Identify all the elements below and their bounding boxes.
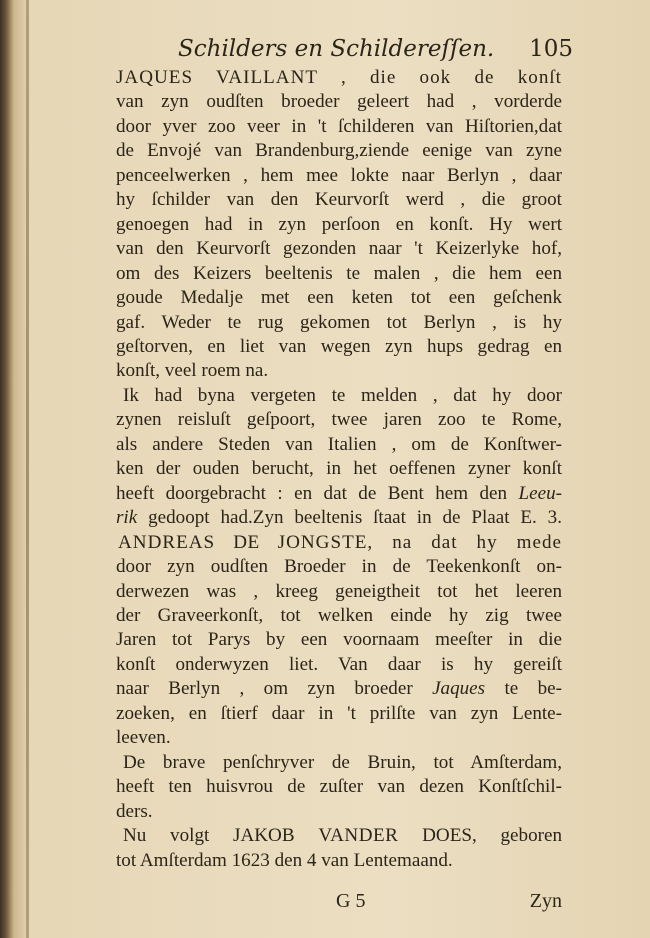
- text-line: goude Medalje met een keten tot een geſchenk: [116, 287, 562, 309]
- text-line: konſt onderwyzen liet. Van daar is hy gereiſt: [116, 653, 562, 675]
- text-line: leeven.: [116, 727, 171, 749]
- text-line: penceelwerken , hem mee lokte naar Berlyn , daar: [116, 164, 562, 186]
- text-line: Ik had byna vergeten te melden , dat hy door: [123, 384, 562, 406]
- text-line: van den Keurvorſt gezonden naar 't Keizerlyke hof,: [116, 238, 562, 260]
- text-line: De brave penſchryver de Bruin, tot Amſterdam,: [123, 751, 562, 773]
- running-head-title: Schilders en Schildereſſen.: [178, 36, 495, 62]
- catchword: Zyn: [529, 890, 562, 912]
- italic-name: Leeu-: [518, 482, 562, 504]
- text-line: Jaren tot Parys by een voornaam meeſter in die: [116, 629, 562, 651]
- text-line: derwezen was , kreeg geneigtheit tot het leeren: [116, 580, 562, 602]
- text-line: Nu volgt JAKOB VANDER DOES, geboren: [123, 825, 562, 847]
- text-line: zynen reisluſt geſpoort, twee jaren zoo te Rome,: [116, 409, 562, 431]
- text-line: tot Amſterdam 1623 den 4 van Lentemaand.: [116, 849, 453, 871]
- body-text: [116, 66, 562, 873]
- text-line: zoeken, en ſtierf daar in 't prilſte van zyn Lente-: [116, 702, 562, 724]
- text-line: JAQUES VAILLANT , die ook de konſt: [116, 67, 562, 88]
- text-line: ANDREAS DE JONGSTE, na dat hy mede: [118, 531, 562, 553]
- text-line: als andere Steden van Italien , om de Konſtwer-: [116, 433, 562, 455]
- text-line: naar Berlyn , om zyn broeder Jaques te be-: [116, 678, 562, 700]
- text-line: door yver zoo veer in 't ſchilderen van Hiſtorien,dat: [116, 115, 562, 137]
- italic-name: rik: [116, 507, 138, 529]
- text-line: rik gedoopt had.Zyn beeltenis ſtaat in de Plaat E. 3.: [116, 507, 562, 529]
- text-line: hy ſchilder van den Keurvorſt werd , die groot: [116, 189, 562, 211]
- text-line: door zyn oudſten Broeder in de Teekenkonſt on-: [116, 556, 562, 578]
- running-head: [178, 36, 573, 70]
- text-line: gaf. Weder te rug gekomen tot Berlyn , is hy: [116, 311, 562, 333]
- text-line: heeft ten huisvrou de zuſter van dezen Konſtſchil-: [116, 776, 562, 798]
- signature-mark: G 5: [336, 890, 366, 912]
- page-number: 105: [529, 36, 573, 62]
- text-line: der Graveerkonſt, tot welken einde hy zig twee: [116, 604, 562, 626]
- italic-name: Jaques: [432, 678, 486, 700]
- text-line: konſt, veel roem na.: [116, 360, 269, 382]
- text-line: ken der ouden berucht, in het oeffenen zyner konſt: [116, 458, 562, 480]
- text-line: van zyn oudſten broeder geleert had , vorderde: [116, 91, 562, 113]
- text-line: genoegen had in zyn perſoon en konſt. Hy wert: [116, 213, 562, 235]
- gutter-shadow: [26, 0, 29, 938]
- text-line: geſtorven, en liet van wegen zyn hups gedrag en: [116, 335, 562, 357]
- text-line: om des Keizers beeltenis te malen , die hem een: [116, 262, 562, 284]
- page-footer: [116, 890, 562, 920]
- text-line: de Envojé van Brandenburg,ziende eenige van zyne: [116, 140, 562, 162]
- text-line: ders.: [116, 800, 153, 822]
- text-line: heeft doorgebracht : en dat de Bent hem den Leeu-: [116, 482, 562, 504]
